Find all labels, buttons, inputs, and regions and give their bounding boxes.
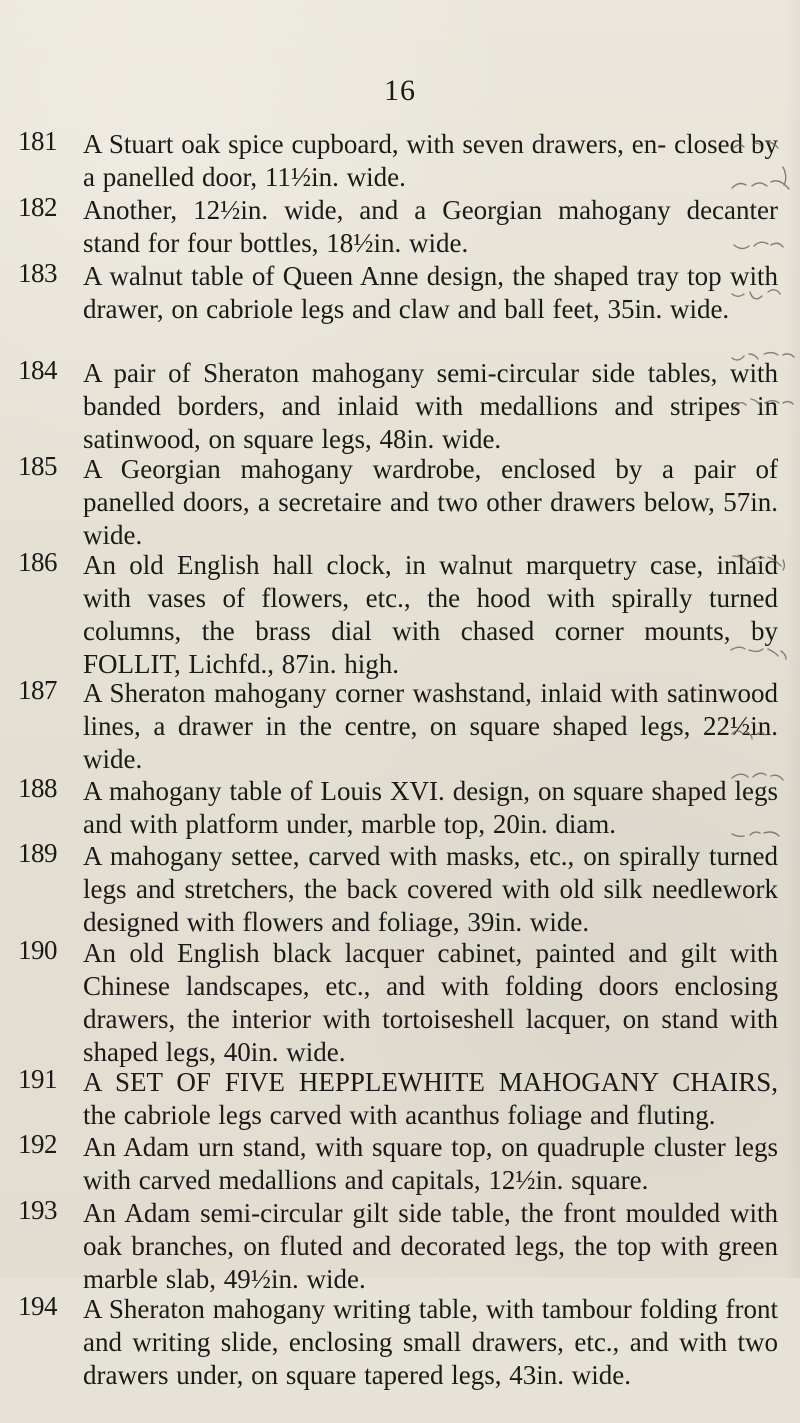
lot-description: A mahogany settee, carved with masks, etc., on spirally turned legs and stretchers, the back covered with old silk needlework designed with flowers and foliage, 39in. wide. — [83, 841, 778, 937]
lot-description: An old English black lacquer cabinet, painted and gilt with Chinese landscapes, etc., and with folding doors enclosing drawers, the interior with tortoiseshell lacquer, on stand with shaped legs, 40in. wide. — [83, 938, 778, 1067]
lot-number: 190 — [18, 935, 57, 965]
lot-description: An old English hall clock, in walnut marquetry case, inlaid with vases of flowers, etc., the hood with spirally turned columns, the brass dial with chased corner mounts, by FOLLIT, Lichfd., 87in. high. — [83, 550, 778, 679]
lot-item — [18, 1131, 778, 1197]
lot-description: A walnut table of Queen Anne design, the shaped tray top with drawer, on cabriole legs and claw and ball feet, 35in. wide. — [83, 261, 778, 324]
lot-item — [18, 1066, 778, 1131]
lot-description: A Sheraton mahogany corner washstand, inlaid with satinwood lines, a drawer in the centre, on square shaped legs, 22½in. wide. — [83, 678, 778, 774]
lot-number: 191 — [18, 1064, 57, 1094]
lot-item — [18, 453, 778, 549]
lot-item — [18, 1293, 778, 1423]
lot-description: An Adam semi-circular gilt side table, the front moulded with oak branches, on fluted and decorated legs, the top with green marble slab, 49½in. wide. — [83, 1198, 778, 1294]
lot-description: A Georgian mahogany wardrobe, enclosed by a pair of panelled doors, a secretaire and two other drawers below, 57in. wide. — [83, 454, 778, 550]
lot-number: 182 — [18, 192, 57, 222]
lot-item — [18, 549, 778, 677]
lot-item — [18, 194, 778, 260]
lot-description: Another, 12½in. wide, and a Georgian mahogany decanter stand for four bottles, 18½in. wide. — [83, 195, 778, 258]
lot-number: 189 — [18, 838, 57, 868]
lot-description: A Sheraton mahogany writing table, with tambour folding front and writing slide, enclosing small drawers, etc., and with two drawers under, on square tapered legs, 43in. wide. — [83, 1294, 778, 1390]
lot-description: A Stuart oak spice cupboard, with seven drawers, en- closed by a panelled door, 11½in. wide. — [83, 129, 778, 192]
lot-item — [18, 357, 778, 453]
lot-number: 188 — [18, 773, 57, 803]
lot-number: 186 — [18, 547, 57, 577]
lot-number: 184 — [18, 355, 57, 385]
lot-number: 187 — [18, 675, 57, 705]
lot-item — [18, 937, 778, 1066]
lot-item — [18, 260, 778, 357]
lot-description: A SET OF FIVE HEPPLEWHITE MAHOGANY CHAIRS, the cabriole legs carved with acanthus foliage and fluting. — [83, 1067, 778, 1130]
lot-item — [18, 1197, 778, 1293]
lot-item — [18, 775, 778, 840]
lot-number: 193 — [18, 1195, 57, 1225]
lot-description: A mahogany table of Louis XVI. design, on square shaped legs and with platform under, marble top, 20in. diam. — [83, 776, 778, 839]
lot-number: 192 — [18, 1129, 57, 1159]
lot-item — [18, 677, 778, 775]
lot-number: 183 — [18, 258, 57, 288]
lot-number: 194 — [18, 1291, 57, 1321]
page-edge-shadow — [786, 0, 800, 1278]
page-number: 16 — [384, 74, 416, 107]
lot-item — [18, 128, 778, 194]
lot-number: 181 — [18, 126, 57, 156]
lot-description: A pair of Sheraton mahogany semi-circular side tables, with banded borders, and inlaid with medallions and stripes in satinwood, on square legs, 48in. wide. — [83, 358, 778, 454]
lot-number: 185 — [18, 451, 57, 481]
lot-item — [18, 840, 778, 937]
lot-description: An Adam urn stand, with square top, on quadruple cluster legs with carved medallions and capitals, 12½in. square. — [83, 1132, 778, 1195]
lot-list — [18, 128, 778, 1423]
